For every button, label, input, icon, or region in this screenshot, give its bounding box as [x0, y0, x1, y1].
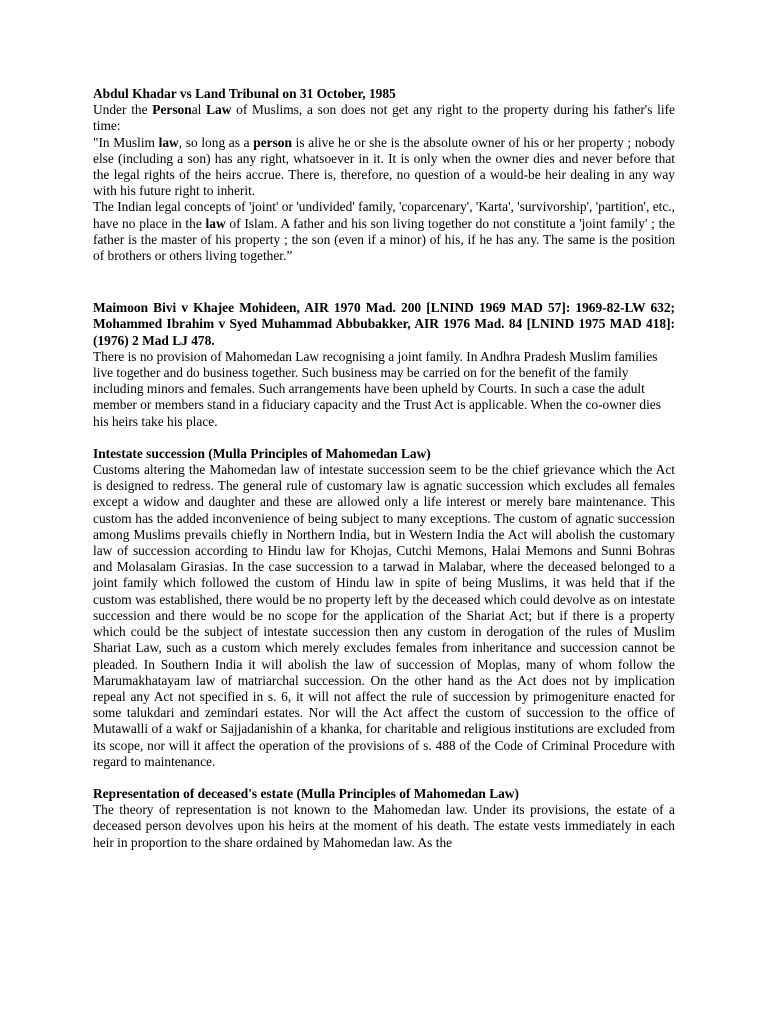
- section-heading-representation: Representation of deceased's estate (Mulla Principles of Mahomedan Law): [93, 785, 519, 801]
- document-page: [93, 86, 675, 851]
- section-spacer: [93, 770, 675, 786]
- section-heading-intestate-succession: Intestate succession (Mulla Principles of Mahomedan Law): [93, 445, 431, 461]
- highlight-person: Person: [152, 102, 192, 118]
- quote-text: The Indian legal concepts of 'joint' or 'undivided' family, 'coparcenary', 'Karta', 'survivorship', 'partition', etc., have no place in the: [93, 199, 675, 231]
- intro-text: Under the: [93, 102, 153, 118]
- highlight-law: law: [205, 215, 226, 231]
- section-spacer: [93, 264, 675, 300]
- intro-text: of Muslims, a son does not get any right to the property during his father's life time:: [93, 102, 675, 134]
- highlight-law: Law: [206, 102, 232, 118]
- quote-paragraph-1: [93, 135, 675, 200]
- quote-text: "In Muslim: [93, 134, 159, 150]
- intro-text: al: [191, 102, 207, 118]
- case2-body-paragraph: There is no provision of Mahomedan Law recognising a joint family. In Andhra Pradesh Muslim families live together and do business together. Such business may be carried on for the benefit of the family including minors and females. Such arrangements have been upheld by Courts. In such a case the adult member or members stand in a fiduciary capacity and the Trust Act is applicable. When the co-owner dies his heirs take his place.: [93, 348, 661, 429]
- case-heading-maimoon-bivi: Maimoon Bivi v Khajee Mohideen, AIR 1970 Mad. 200 [LNIND 1969 MAD 57]: 1969-82-LW 632; Mohammed Ibrahim v Syed Muhammad Abbubakker, AIR 1976 Mad. 84 [LNIND 1975 MAD 418]: (1976) 2 Mad LJ 478.: [93, 300, 675, 348]
- case-heading-abdul-khadar: Abdul Khadar vs Land Tribunal on 31 October, 1985: [93, 86, 396, 101]
- case-intro-paragraph: [93, 102, 675, 134]
- highlight-law: law: [158, 134, 179, 150]
- quote-text: , so long as a: [178, 134, 254, 150]
- quote-paragraph-2: [93, 199, 675, 264]
- section-spacer: [93, 430, 675, 446]
- intestate-succession-paragraph: Customs altering the Mahomedan law of intestate succession seem to be the chief grievance which the Act is designed to redress. The general rule of customary law is agnatic succession which excludes all females except a widow and daughter and these are allowed only a life interest or merely bare maintenance. This custom has the added inconvenience of being subject to many exceptions. The custom of agnatic succession among Muslims prevails chiefly in Northern India, but in Western India the Act will abolish the customary law of succession according to Hindu law for Khojas, Cutchi Memons, Halai Memons and Sunni Bohras and Molasalam Girasias. In the case succession to a tarwad in Malabar, where the deceased belonged to a joint family which followed the custom of Hindu law in spite of being Muslims, it was held that if the custom was established, there would be no property left by the deceased which could devolve as on intestate succession and there would be no scope for the application of the Shariat Act; but if there is a property which could be the subject of intestate succession then any custom in derogation of the rules of Muslim Shariat Law, such as a custom which merely excludes females from inheritance and succession cannot be pleaded. In Southern India it will abolish the law of succession of Moplas, many of whom follow the Marumakhatayam law of matriarchal succession. On the other hand as the Act does not by implication repeal any Act not specified in s. 6, it will not affect the rule of succession by primogeniture enacted for some talukdari and zemindari estates. Nor will the Act affect the custom of succession to the office of Mutawalli of a wakf or Sajjadanishin of a khanka, for charitable and religious institutions are excluded from its scope, nor will it affect the operation of the provisions of s. 488 of the Code of Criminal Procedure with regard to maintenance.: [93, 462, 675, 769]
- quote-text: of Islam. A father and his son living together do not constitute a 'joint family' ; the father is the master of his property ; the son (even if a minor) of his, if he has any. The same is the position of brothers or others living together.”: [93, 215, 675, 264]
- quote-text: is alive he or she is the absolute owner of his or her property ; nobody else (including a son) has any right, whatsoever in it. It is only when the owner dies and never before that the legal rights of the heirs accrue. There is, therefore, no question of a would-be heir dealing in any way with his future right to inherit.: [93, 134, 675, 199]
- highlight-person: person: [253, 134, 292, 150]
- representation-paragraph: The theory of representation is not known to the Mahomedan law. Under its provisions, the estate of a deceased person devolves upon his heirs at the moment of his death. The estate vests immediately in each heir in proportion to the share ordained by Mahomedan law. As the: [93, 802, 675, 850]
